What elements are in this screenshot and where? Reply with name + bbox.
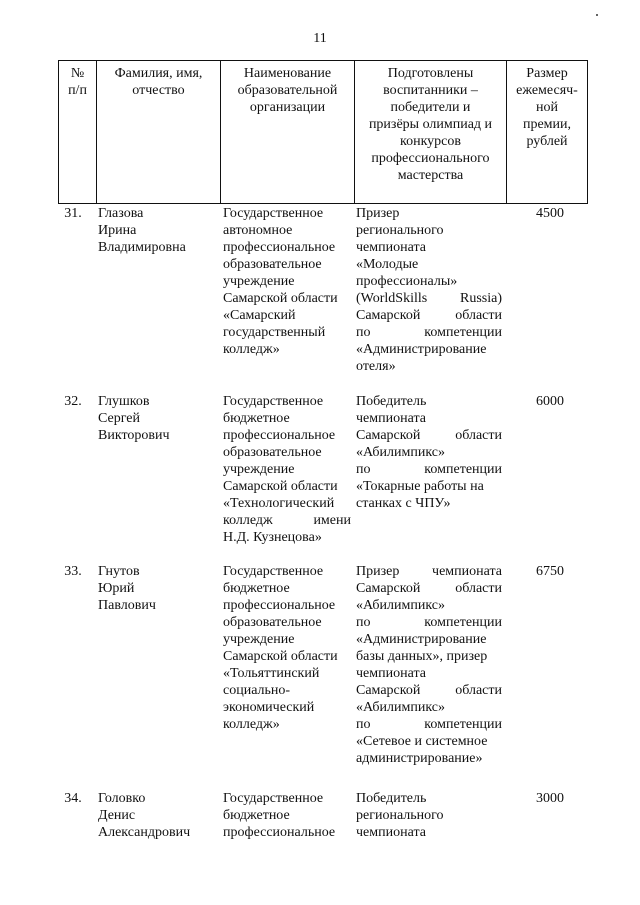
achievement-text: Победитель чемпионата Самарской области «Абилимпикс» по компетенции «Токарные работы на станках с ЧПУ» <box>356 394 502 511</box>
premium-amount: 6750 <box>536 564 564 579</box>
achievement-text: Призер регионального чемпионата «Молодые профессионалы» (WorldSkills Russia) Самарской области по компетенции «Администрирование отеля» <box>356 206 502 374</box>
person-name: Гнутов Юрий Павлович <box>98 564 156 613</box>
header-premium: Размер ежемесяч- ной премии, рублей <box>516 66 578 149</box>
header-organization: Наименование образовательной организации <box>221 61 355 203</box>
header-achievement: Подготовлены воспитанники – победители и призёры олимпиад и конкурсов профессионального мастерства <box>355 61 507 203</box>
person-name: Глазова Ирина Владимировна <box>98 206 186 255</box>
achievement-text: Призер чемпионата Самарской области «Абилимпикс» по компетенции «Администрирование базы данных», призер чемпионата Самарской области «Абилимпикс» по компетенции «Сетевое и системное администрирование» <box>356 564 502 766</box>
header-fullname: Фамилия, имя, отчество <box>97 61 221 203</box>
premium-amount: 4500 <box>536 206 564 221</box>
row-number: 32. <box>64 394 82 409</box>
organization-name: Государственное автономное профессиональное образовательное учреждение Самарской области «Самарский государственный колледж» <box>223 206 338 357</box>
achievement-text: Победитель регионального чемпионата <box>356 791 444 840</box>
premium-amount: 6000 <box>536 394 564 409</box>
page-number: 11 <box>313 31 327 46</box>
premium-amount: 3000 <box>536 791 564 806</box>
organization-name: Государственное бюджетное профессиональное <box>223 791 336 840</box>
header-number: № п/п <box>59 61 97 203</box>
row-number: 31. <box>64 206 82 221</box>
organization-name: Государственное бюджетное профессиональное образовательное учреждение Самарской области «Технологический колледж имени Н.Д. Кузнецова» <box>223 394 351 545</box>
person-name: Головко Денис Александрович <box>98 791 191 840</box>
row-number: 33. <box>64 564 82 579</box>
organization-name: Государственное бюджетное профессиональное образовательное учреждение Самарской области «Тольяттинский социально- экономический колледж» <box>223 564 338 732</box>
table-header <box>58 60 588 204</box>
scan-speck <box>596 14 598 16</box>
row-number: 34. <box>64 791 82 806</box>
person-name: Глушков Сергей Викторович <box>98 394 170 443</box>
